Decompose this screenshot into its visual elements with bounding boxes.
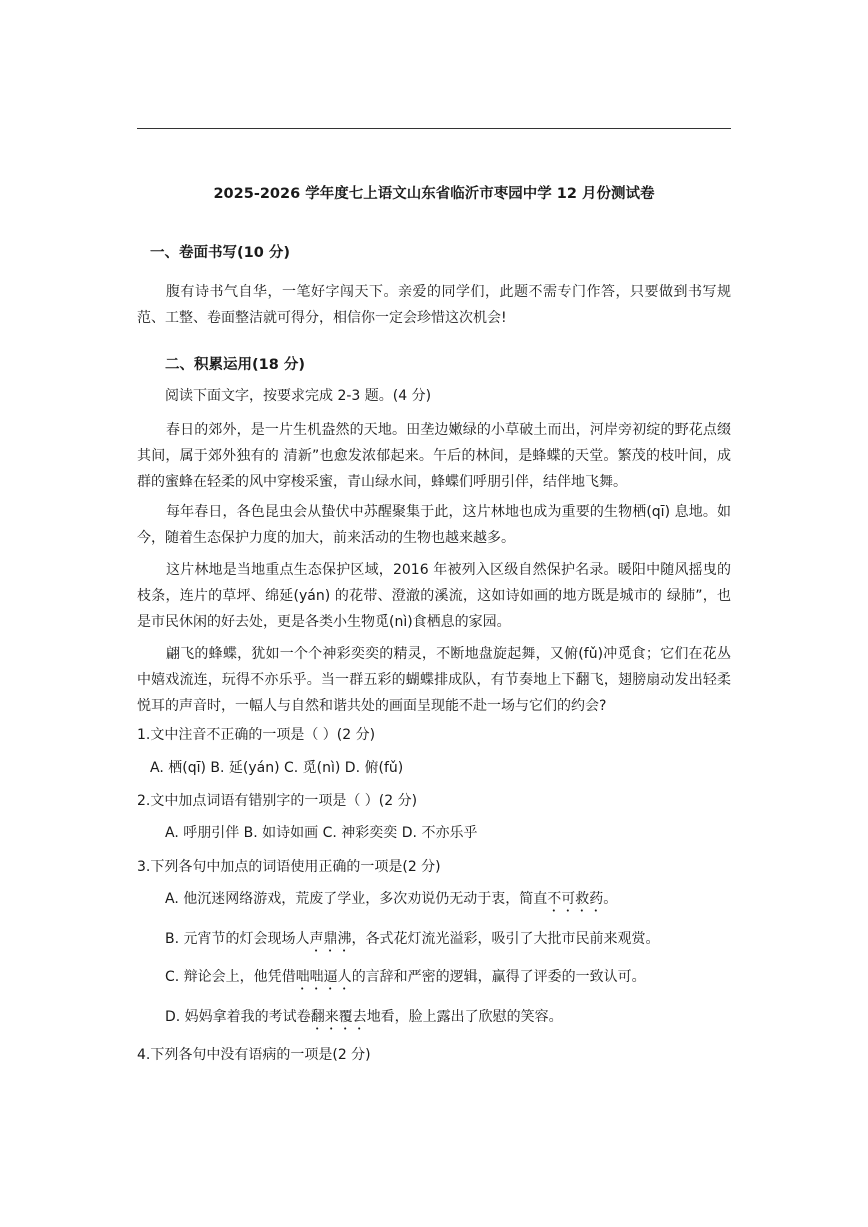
question-4-stem: 4.下列各句中没有语病的一项是(2 分)	[137, 1047, 371, 1063]
page-title: 2025-2026 学年度七上语文山东省临沂市枣园中学 12 月份测试卷	[213, 186, 655, 202]
question-1-options: A. 栖(qī) B. 延(yán) C. 觅(nì) D. 俯(fǔ)	[150, 760, 404, 776]
question-2-options: A. 呼朋引伴 B. 如诗如画 C. 神彩奕奕 D. 不亦乐乎	[165, 825, 478, 841]
reading-intro: 阅读下面文字，按要求完成 2-3 题。(4 分)	[165, 388, 432, 404]
option-a-dotted-term: 不可救药	[547, 891, 604, 907]
option-b-text-pre: B. 元宵节的灯会现场人	[165, 931, 310, 947]
question-3-option-a	[165, 888, 617, 915]
passage-paragraph-3: 这片林地是当地重点生态保护区域，2016 年被列入区级自然保护名录。暖阳中随风摇曳的枝条，连片的草坪、绵延(yán) 的花带、澄澈的溪流，这如诗如画的地方既是城市的 绿肺”，也是市民休闲的好去处，更是各类小生物觅(nì)食栖息的家园。	[137, 562, 731, 630]
option-c-text-pre: C. 辩论会上，他凭借	[165, 969, 296, 985]
passage-paragraph-4: 翩飞的蜂蝶，犹如一个个神彩奕奕的精灵，不断地盘旋起舞，又俯(fǔ)冲觅食；它们在花丛中嬉戏流连，玩得不亦乐乎。当一群五彩的蝴蝶排成队，有节奏地上下翻飞，翅膀扇动发出轻柔悦耳的声音时，一幅人与自然和谐共处的画面呈现能不赴一场与它们的约会?	[137, 646, 731, 714]
section1-heading: 一、卷面书写(10 分)	[150, 245, 290, 261]
section1-text: 腹有诗书气自华，一笔好字闯天下。亲爱的同学们，此题不需专门作答，只要做到书写规范、工整、卷面整洁就可得分，相信你一定会珍惜这次机会!	[137, 284, 731, 326]
header-rule	[137, 128, 731, 129]
option-a-text-pre: A. 他沉迷网络游戏，荒废了学业，多次劝说仍无动于衷，简直	[165, 891, 548, 907]
section2-heading: 二、积累运用(18 分)	[165, 357, 305, 373]
question-3-option-d	[165, 1006, 563, 1033]
question-3-option-b	[165, 928, 660, 955]
option-c-text-post: 的言辞和严密的逻辑，赢得了评委的一致认可。	[351, 969, 646, 985]
option-d-dotted-term: 翻来覆去	[310, 1009, 367, 1025]
passage-paragraph-2: 每年春日，各色昆虫会从蛰伏中苏醒聚集于此，这片林地也成为重要的生物栖(qī) 息地。如今，随着生态保护力度的加大，前来活动的生物也越来越多。	[137, 504, 731, 546]
question-2-stem: 2.文中加点词语有错别字的一项是（ ）(2 分)	[137, 793, 418, 809]
question-3-option-c	[165, 966, 646, 993]
option-a-text-post: 。	[603, 891, 618, 907]
option-b-dotted-term: 声鼎沸	[309, 931, 352, 947]
option-c-dotted-term: 咄咄逼人	[295, 969, 352, 985]
passage-paragraph-1: 春日的郊外，是一片生机盎然的天地。田垄边嫩绿的小草破土而出，河岸旁初绽的野花点缀其间，属于郊外独有的 清新”也愈发浓郁起来。午后的林间，是蜂蝶的天堂。繁茂的枝叶间，成群的蜜蜂在轻柔的风中穿梭采蜜，青山绿水间，蜂蝶们呼朋引伴，结伴地飞舞。	[137, 422, 731, 490]
option-d-text-post: 地看，脸上露出了欣慰的笑容。	[366, 1009, 563, 1025]
option-d-text-pre: D. 妈妈拿着我的考试卷	[165, 1009, 311, 1025]
option-b-text-post: ，各式花灯流光溢彩，吸引了大批市民前来观赏。	[351, 931, 660, 947]
question-3-stem: 3.下列各句中加点的词语使用正确的一项是(2 分)	[137, 859, 441, 875]
question-1-stem: 1.文中注音不正确的一项是（ ）(2 分)	[137, 727, 376, 743]
